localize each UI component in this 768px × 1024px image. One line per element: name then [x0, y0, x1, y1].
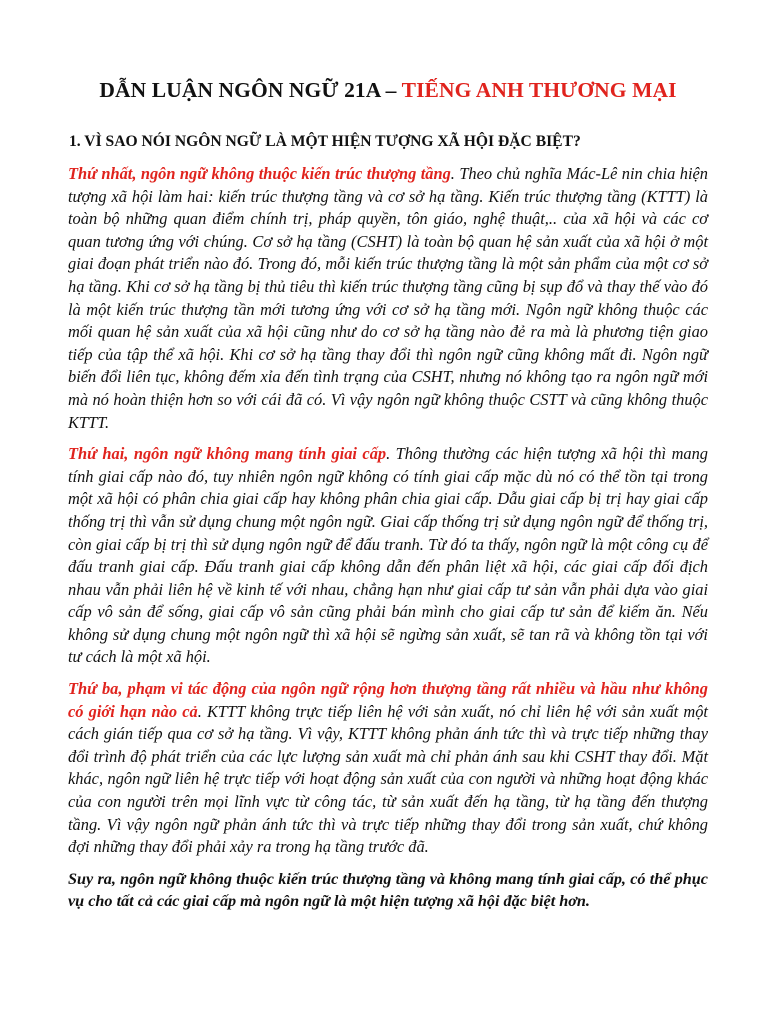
- paragraph-body: . KTTT không trực tiếp liên hệ với sản xuất, nó chỉ liên hệ với sản xuất một cách gián tiếp qua cơ sở hạ tầng. Vì vậy, KTTT không phản ánh tức thì và trực tiếp những thay đổi trình độ phát triển của các lực lượng sản xuất mà chỉ phản ánh sau khi CSHT thay đổi. Mặt khác, ngôn ngữ liên hệ trực tiếp với hoạt động sản xuất của con người và những hoạt động khác của con người trên mọi lĩnh vực từ công tác, từ sản xuất đến hạ tầng, từ hạ tầng đến thượng tầng. Vì vậy ngôn ngữ phản ánh tức thì và trực tiếp những thay đổi trong sản xuất, chứ không đợi những thay đổi phải xảy ra trong hạ tầng trước đã.: [68, 701, 708, 857]
- title-course: DẪN LUẬN NGÔN NGỮ 21A –: [99, 78, 402, 102]
- title-major: TIẾNG ANH THƯƠNG MẠI: [401, 78, 677, 102]
- paragraph-third: [68, 678, 708, 859]
- document-page: [68, 78, 708, 913]
- paragraph-body: . Theo chủ nghĩa Mác-Lê nin chia hiện tượng xã hội làm hai: kiến trúc thượng tầng và cơ sở hạ tầng. Kiến trúc thượng tầng (KTTT) là toàn bộ những quan điểm chính trị, pháp quyền, tôn giáo, nghệ thuật,.. của xã hội và các cơ quan tương ứng với chúng. Cơ sở hạ tầng (CSHT) là toàn bộ quan hệ sản xuất của xã hội ở một giai đoạn phát triển nào đó. Trong đó, mỗi kiến trúc thượng tầng là một sản phẩm của một cơ sở hạ tầng. Khi cơ sở hạ tầng bị thủ tiêu thì kiến trúc thượng tầng cũng bị sụp đổ và thay thế vào đó là một kiến trúc thượng tần mới tương ứng với cơ sở hạ tầng mới. Ngôn ngữ không thuộc các mối quan hệ sản xuất của xã hội cũng như do cơ sở hạ tầng nào đẻ ra mà là phương tiện giao tiếp của tập thể xã hội. Khi cơ sở hạ tầng thay đổi thì ngôn ngữ cũng không mất đi. Ngôn ngữ biến đổi liên tục, không đếm xỉa đến tình trạng của CSHT, nhưng nó không tạo ra ngôn ngữ mới mà nó hoàn thiện hơn so với cái đã có. Vì vậy ngôn ngữ không thuộc CSTT và cũng không thuộc KTTT.: [68, 164, 708, 432]
- paragraph-first: [68, 163, 708, 434]
- paragraph-second: [68, 443, 708, 669]
- conclusion-paragraph: Suy ra, ngôn ngữ không thuộc kiến trúc thượng tầng và không mang tính giai cấp, có thể phục vụ cho tất cả các giai cấp mà ngôn ngữ là một hiện tượng xã hội đặc biệt hơn.: [68, 869, 708, 911]
- document-title: [68, 78, 708, 103]
- question-heading: 1. VÌ SAO NÓI NGÔN NGỮ LÀ MỘT HIỆN TƯỢNG XÃ HỘI ĐẶC BIỆT?: [69, 133, 581, 150]
- paragraph-lead: Thứ nhất, ngôn ngữ không thuộc kiến trúc thượng tầng: [68, 164, 451, 183]
- paragraph-body: . Thông thường các hiện tượng xã hội thì mang tính giai cấp nào đó, tuy nhiên ngôn ngữ không có tính giai cấp mặc dù nó có thể tồn tại trong một xã hội có phân chia giai cấp hay không phân chia giai cấp. Dẫu giai cấp bị trị hay giai cấp thống trị thì vẫn sử dụng chung một ngôn ngữ. Giai cấp thống trị sử dụng ngôn ngữ để thống trị, còn giai cấp bị trị thì sử dụng ngôn ngữ để đấu tranh. Từ đó ta thấy, ngôn ngữ là một công cụ để đấu tranh giai cấp. Đấu tranh giai cấp không dẫn đến phân liệt xã hội, các giai cấp đối địch nhau vẫn phải liên hệ về kinh tế với nhau, chẳng hạn như giai cấp tư sản vẫn phải dựa vào giai cấp vô sản để sống, giai cấp vô sản cũng phải bán mình cho giai cấp tư sản để kiếm ăn. Nếu không sử dụng chung một ngôn ngữ thì xã hội sẽ ngừng sản xuất, sẽ tan rã và không tồn tại với tư cách là một xã hội.: [68, 444, 708, 667]
- paragraph-lead: Thứ hai, ngôn ngữ không mang tính giai cấp: [68, 444, 387, 464]
- paragraph-lead: Thứ ba, phạm vi tác động của ngôn ngữ rộng hơn thượng tầng rất nhiều và hầu như không có giới hạn nào cả: [68, 679, 708, 721]
